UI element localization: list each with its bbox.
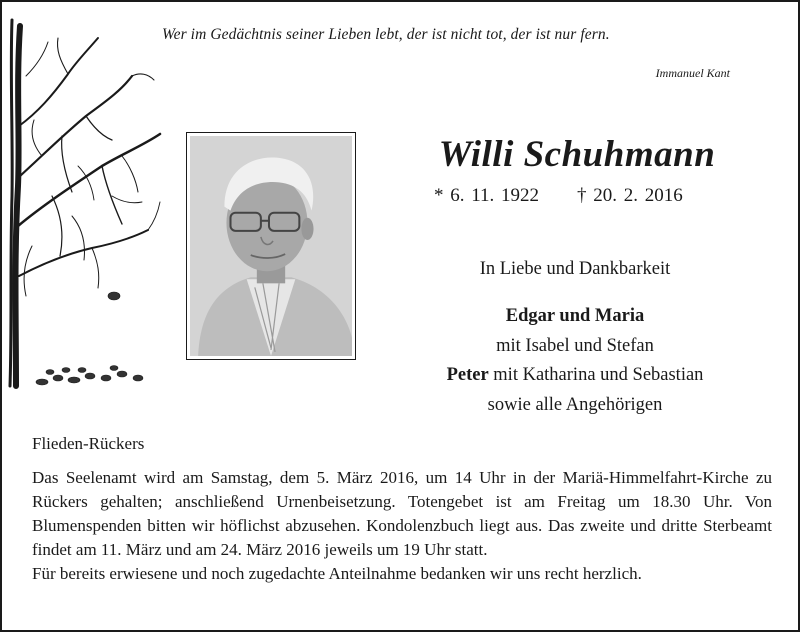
mourners-list: [374, 302, 776, 420]
portrait-photo-elderly-man-glasses: [190, 136, 352, 356]
portrait-frame: [186, 132, 356, 360]
announcement-paragraph: Das Seelenamt wird am Samstag, dem 5. März 2016, um 14 Uhr in der Mariä-Himmelfahrt-Kirche zu Rückers gehalten; anschließend Urnenbeisetzung. Totengebet ist am Freitag um 18.30 Uhr. Von Blumenspenden bitten wir höflichst abzusehen. Kondolenzbuch liegt aus. Das zweite und dritte Sterbeamt findet am 11. März und am 24. März 2016 jeweils um 19 Uhr statt.: [32, 468, 772, 559]
mourner-line-1: Edgar und Maria: [505, 306, 645, 326]
mourner-line-4: sowie alle Angehörigen: [487, 394, 663, 415]
mourner-line-2: mit Isabel und Stefan: [496, 335, 654, 356]
bare-tree-illustration: [2, 16, 172, 396]
birth-date: * 6. 11. 1922: [434, 185, 540, 206]
mourners-intro: In Liebe und Dankbarkeit: [479, 259, 671, 279]
mourner-line-3-rest: mit Katharina und Sebastian: [488, 365, 704, 385]
thanks-paragraph: Für bereits erwiesene und noch zugedachte Anteilnahme bedanken wir uns recht herzlich.: [32, 564, 642, 583]
mourner-line-3-name: Peter: [446, 365, 489, 385]
place-name: Flieden-Rückers: [32, 434, 145, 453]
life-dates: [434, 185, 683, 207]
service-announcement: [32, 466, 772, 586]
quote-author: Immanuel Kant: [655, 66, 730, 80]
deceased-name: Willi Schuhmann: [438, 134, 716, 175]
mourner-line-3: [374, 361, 776, 391]
death-date: † 20. 2. 2016: [577, 185, 683, 206]
quote-text: Wer im Gedächtnis seiner Lieben lebt, der ist nicht tot, der ist nur fern.: [162, 26, 610, 43]
